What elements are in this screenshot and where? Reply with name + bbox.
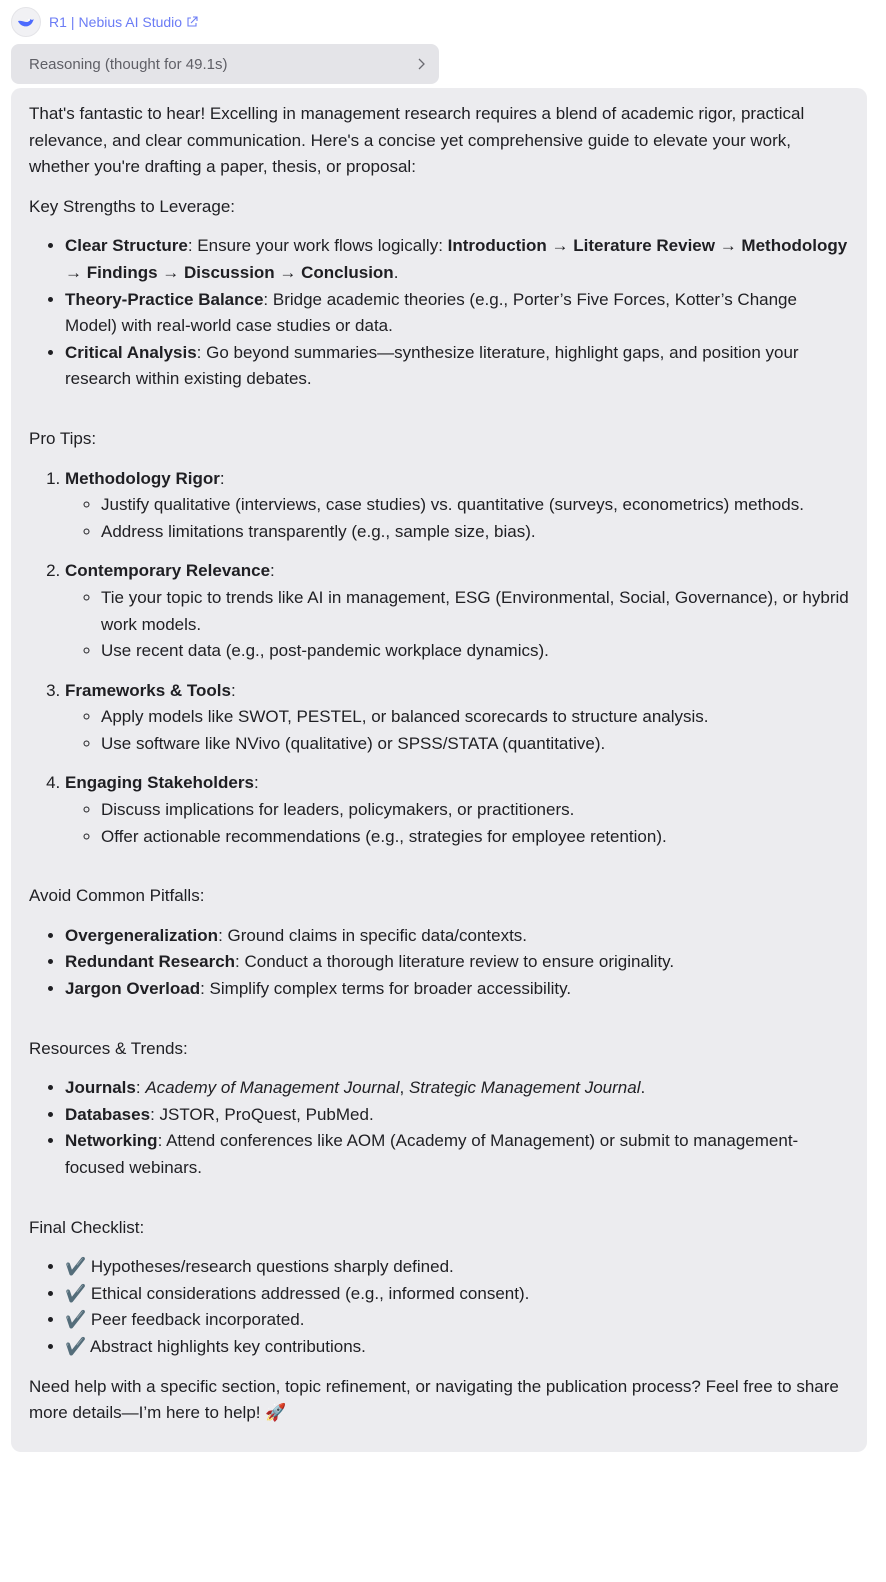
- text-span: ✔️ Ethical considerations addressed (e.g., informed consent).: [65, 1283, 530, 1303]
- assistant-message: [11, 88, 867, 1452]
- numbered-list: [29, 466, 849, 851]
- paragraph: [29, 101, 849, 181]
- italic-text: Academy of Management Journal: [145, 1078, 400, 1098]
- paragraph: [29, 1036, 849, 1063]
- paragraph: [29, 426, 849, 453]
- text-span: ,: [399, 1078, 409, 1098]
- sub-list-item: ◦ Justify qualitative (interviews, case studies) vs. quantitative (surveys, econometrics) methods.: [101, 492, 849, 519]
- bullet-list: [29, 1254, 849, 1360]
- sub-list-item: ◦ Tie your topic to trends like AI in management, ESG (Environmental, Social, Governance), or hybrid work models.: [101, 585, 849, 638]
- reasoning-label: Reasoning (thought for 49.1s): [29, 55, 228, 73]
- whale-logo-icon: [11, 7, 41, 37]
- text-span: :: [253, 773, 259, 793]
- sub-list-item: ◦ Use recent data (e.g., post-pandemic workplace dynamics).: [101, 638, 849, 665]
- bold-text: Critical Analysis: [65, 342, 197, 362]
- list-item: [65, 1307, 849, 1334]
- bold-text: Jargon Overload: [65, 979, 201, 999]
- list-item: [65, 1128, 849, 1181]
- text-span: :: [230, 680, 236, 700]
- numbered-item: [65, 466, 849, 546]
- sub-list-item: ◦ Discuss implications for leaders, policymakers, or practitioners.: [101, 797, 849, 824]
- sub-list-item: ◦ Address limitations transparently (e.g., sample size, bias).: [101, 519, 849, 546]
- paragraph: [29, 194, 849, 221]
- list-item: [65, 1254, 849, 1281]
- bold-text: Engaging Stakeholders: [65, 773, 254, 793]
- provider-name: Nebius AI Studio: [78, 14, 183, 30]
- list-item: [65, 233, 849, 286]
- bullet-list: [29, 233, 849, 393]
- list-item: [65, 1334, 849, 1361]
- list-item: [65, 923, 849, 950]
- bold-text: Journals: [65, 1078, 136, 1098]
- spacer: [29, 863, 849, 883]
- sub-list-item: ◦ Offer actionable recommendations (e.g., strategies for employee retention).: [101, 824, 849, 851]
- reasoning-toggle[interactable]: [11, 44, 439, 84]
- bold-text: Clear Structure: [65, 236, 188, 256]
- list-item: [65, 1075, 849, 1102]
- text-span: Key Strengths to Leverage:: [29, 196, 236, 216]
- text-span: Resources & Trends:: [29, 1038, 188, 1058]
- spacer: [29, 406, 849, 426]
- text-span: : Bridge academic theories (e.g., Porter’s Five Forces, Kotter’s Change Model) with real-world case studies or data.: [65, 289, 797, 336]
- paragraph: [29, 883, 849, 910]
- chevron-right-icon: [417, 58, 425, 70]
- paragraph: [29, 1215, 849, 1242]
- text-span: ✔️ Abstract highlights key contributions.: [65, 1336, 366, 1356]
- italic-text: Strategic Management Journal: [408, 1078, 641, 1098]
- list-item: [65, 1102, 849, 1129]
- text-span: : Go beyond summaries—synthesize literature, highlight gaps, and position your research within existing debates.: [65, 342, 799, 389]
- text-span: : Simplify complex terms for broader accessibility.: [200, 979, 572, 999]
- bold-text: Contemporary Relevance: [65, 561, 271, 581]
- numbered-item: [65, 678, 849, 758]
- sub-list: [65, 585, 849, 665]
- bold-text: Networking: [65, 1131, 158, 1151]
- sub-list: [65, 797, 849, 850]
- text-span: : Ground claims in specific data/contexts.: [218, 925, 528, 945]
- sub-list-item: ◦ Use software like NVivo (qualitative) or SPSS/STATA (quantitative).: [101, 731, 849, 758]
- bold-text: Overgeneralization: [65, 925, 219, 945]
- spacer: [29, 1016, 849, 1036]
- text-span: .: [640, 1078, 646, 1098]
- bold-text: Methodology Rigor: [65, 468, 220, 488]
- paragraph: [29, 1374, 849, 1427]
- text-span: Final Checklist:: [29, 1217, 145, 1237]
- bullet-list: [29, 1075, 849, 1181]
- sub-list-item: ◦ Apply models like SWOT, PESTEL, or balanced scorecards to structure analysis.: [101, 704, 849, 731]
- text-span: : Conduct a thorough literature review to ensure originality.: [235, 952, 675, 972]
- model-name: R1: [49, 14, 67, 30]
- list-item: [65, 1281, 849, 1308]
- text-span: :: [270, 561, 275, 581]
- text-span: Avoid Common Pitfalls:: [29, 886, 205, 906]
- bullet-list: [29, 923, 849, 1003]
- sub-list: [65, 704, 849, 757]
- external-link-icon: [186, 16, 198, 28]
- text-span: : Attend conferences like AOM (Academy of Management) or submit to management-focused webinars.: [65, 1131, 799, 1177]
- bold-text: Introduction → Literature Review → Methodology → Findings → Discussion → Conclusion: [65, 236, 848, 282]
- bold-text: Theory-Practice Balance: [65, 289, 264, 309]
- text-span: Pro Tips:: [29, 428, 97, 448]
- text-span: : Ensure your work flows logically:: [187, 236, 448, 256]
- text-span: :: [219, 468, 225, 488]
- text-span: ✔️ Hypotheses/research questions sharply defined.: [65, 1257, 454, 1277]
- model-link[interactable]: [49, 14, 198, 30]
- list-item: [65, 287, 849, 340]
- list-item: [65, 949, 849, 976]
- list-item: [65, 976, 849, 1003]
- text-span: Need help with a specific section, topic refinement, or navigating the publication process? Feel free to share more details—I’m here to help! 🚀: [29, 1376, 839, 1423]
- numbered-item: [65, 770, 849, 850]
- bold-text: Redundant Research: [65, 952, 236, 972]
- numbered-item: [65, 558, 849, 664]
- text-span: .: [393, 262, 399, 282]
- text-span: ✔️ Peer feedback incorporated.: [65, 1310, 305, 1330]
- text-span: :: [135, 1078, 146, 1098]
- text-span: : JSTOR, ProQuest, PubMed.: [150, 1104, 374, 1124]
- spacer: [29, 1195, 849, 1215]
- message-header: [0, 0, 886, 44]
- bold-text: Frameworks & Tools: [65, 680, 231, 700]
- sub-list: [65, 492, 849, 545]
- separator: |: [70, 14, 75, 30]
- bold-text: Databases: [65, 1104, 151, 1124]
- text-span: That's fantastic to hear! Excelling in management research requires a blend of academic rigor, practical relevance, and clear communication. Here's a concise yet comprehensive guide to elevate your work, whether you're drafting a paper, thesis, or proposal:: [29, 104, 805, 177]
- list-item: [65, 340, 849, 393]
